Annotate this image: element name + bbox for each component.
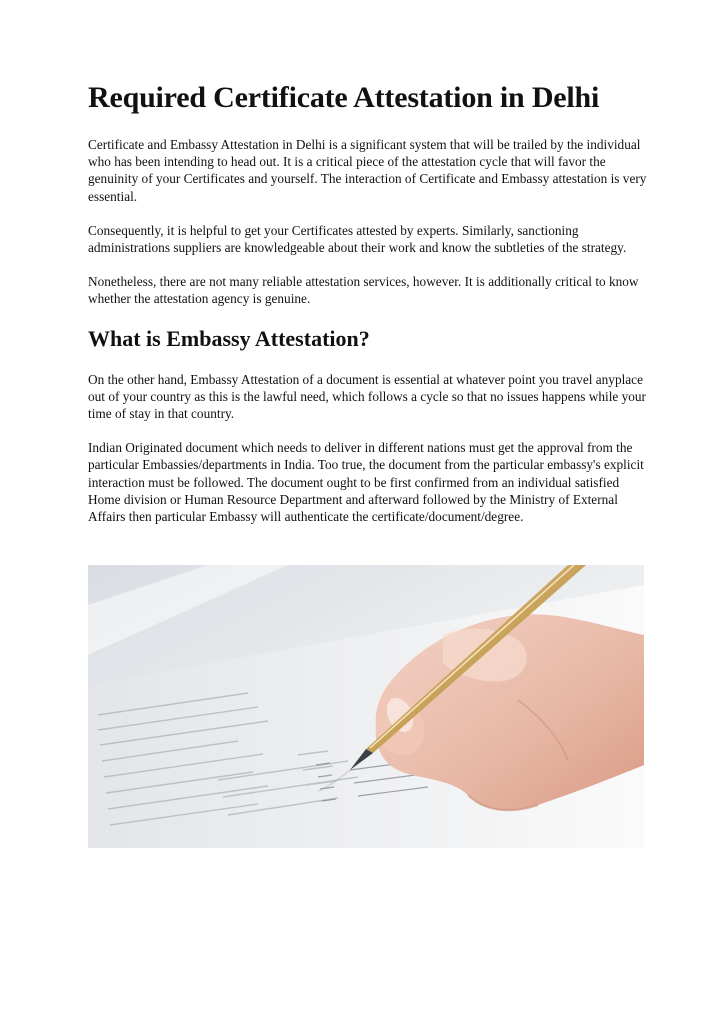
document-page [88, 80, 648, 542]
section-heading: What is Embassy Attestation? [88, 325, 370, 351]
page-title: Required Certificate Attestation in Delhi [88, 81, 600, 114]
hand-writing-with-pen-photo [88, 565, 644, 848]
paragraph: Certificate and Embassy Attestation in Delhi is a significant system that will be trailed by the individual who has been intending to head out. It is a critical piece of the attestation cycle that will favor the genuinity of your Certificates and yourself. The interaction of Certificate and Embassy attestation is very essential. [88, 137, 647, 204]
paragraph: Nonetheless, there are not many reliable attestation services, however. It is additionally critical to know whether the attestation agency is genuine. [88, 274, 639, 307]
paragraph: Consequently, it is helpful to get your Certificates attested by experts. Similarly, sanctioning administrations suppliers are knowledgeable about their work and know the subtleties of the strategy. [88, 222, 627, 256]
paragraph: On the other hand, Embassy Attestation of a document is essential at whatever point you travel anyplace out of your country as this is the lawful need, which follows a cycle so that no issues happens while your time of stay in that country. [88, 371, 646, 422]
paragraph: Indian Originated document which needs to deliver in different nations must get the approval from the particular Embassies/departments in India. Too true, the document from the particular embassy's explicit interaction must be followed. The document ought to be first confirmed from an individual satisfied Home division or Human Resource Department and afterward followed by the Ministry of External Affairs then particular Embassy will authenticate the certificate/document/degree. [88, 440, 644, 525]
